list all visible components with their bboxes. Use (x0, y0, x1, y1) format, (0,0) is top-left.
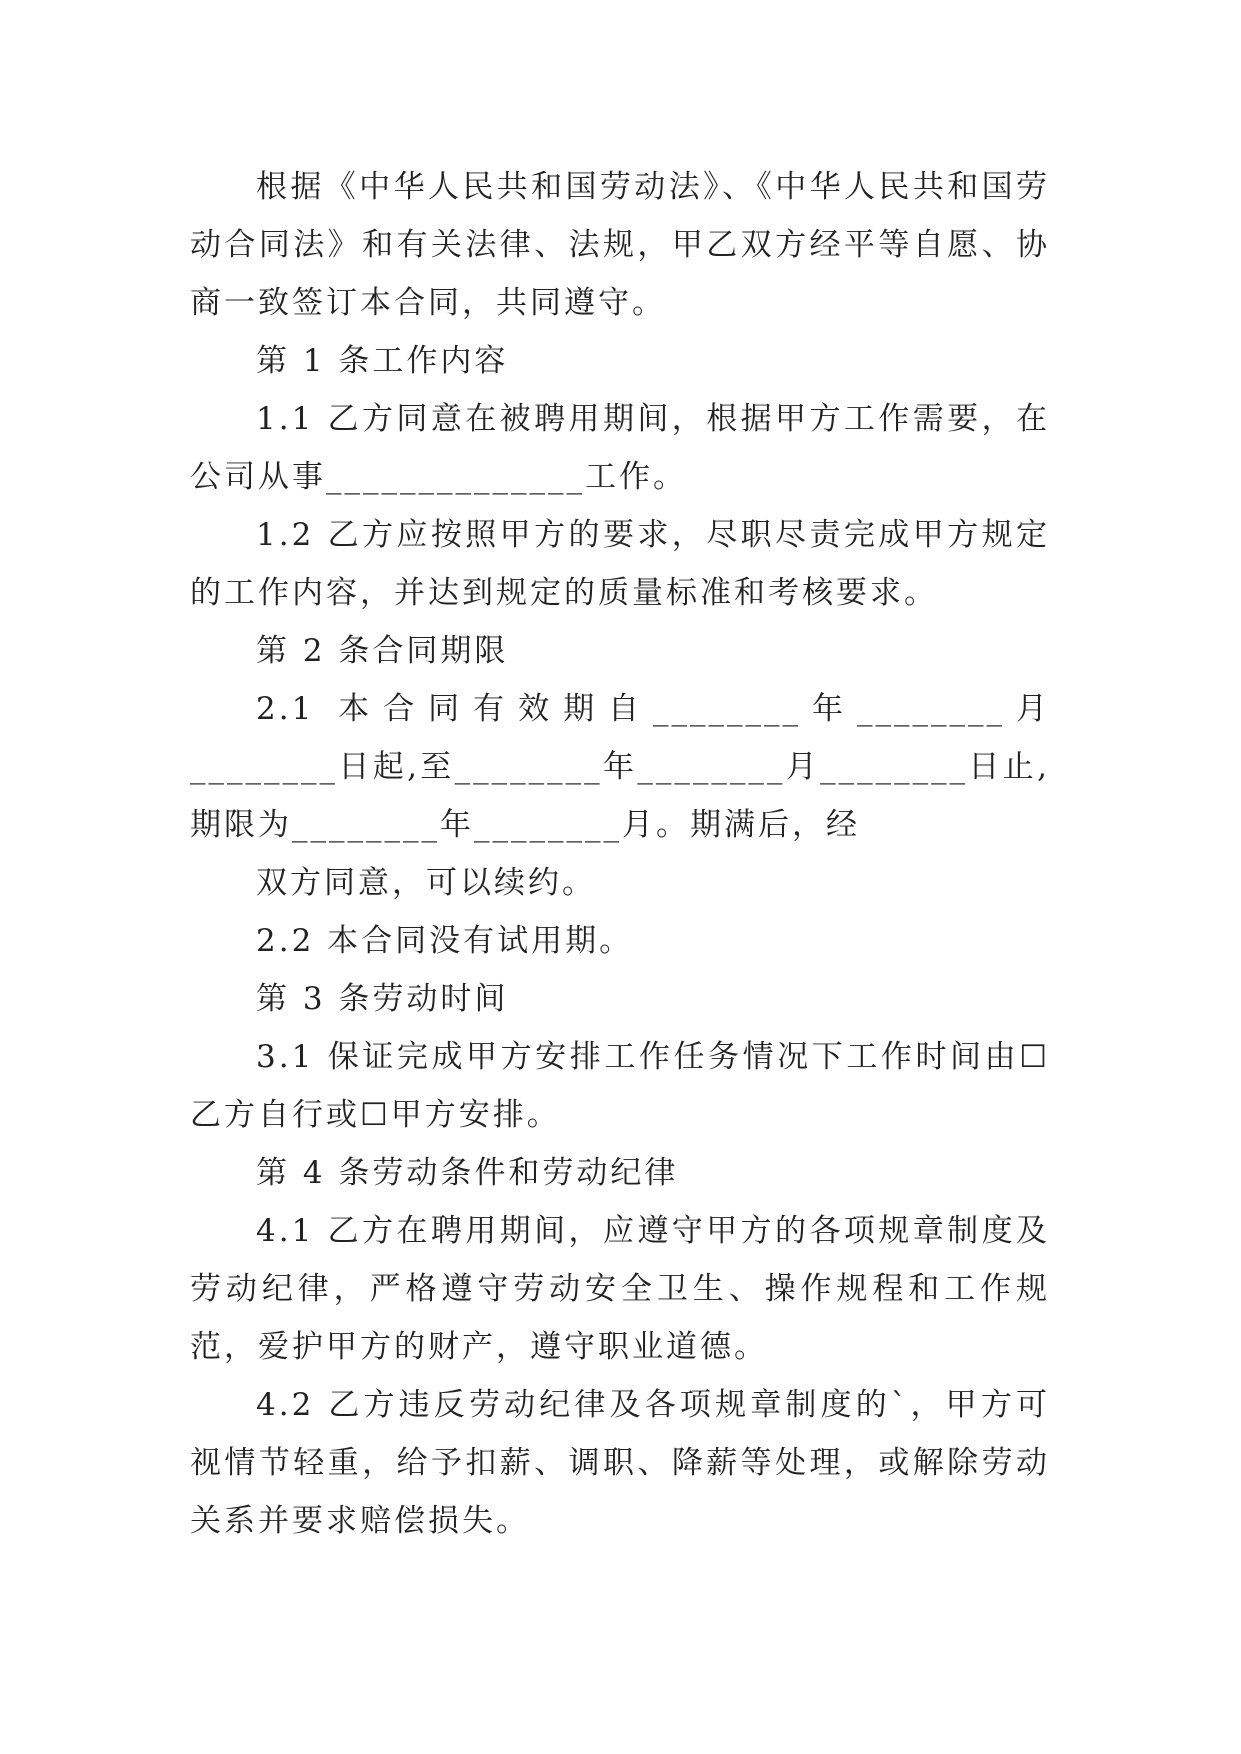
clause-4-1: 4.1 乙方在聘用期间，应遵守甲方的各项规章制度及劳动纪律，严格遵守劳动安全卫生、操作规程和工作规范，爱护甲方的财产，遵守职业道德。 (190, 1213, 1050, 1365)
document-body (190, 158, 1050, 1550)
clause-1-1: 1.1 乙方同意在被聘用期间，根据甲方工作需要，在公司从事______________工作。 (190, 401, 1050, 495)
clause-3-1: 3.1 保证完成甲方安排工作任务情况下工作时间由☐乙方自行或☐甲方安排。 (190, 1039, 1050, 1133)
clause-1-2: 1.2 乙方应按照甲方的要求，尽职尽责完成甲方规定的工作内容，并达到规定的质量标准和考核要求。 (190, 517, 1050, 611)
clause-2-2: 2.2 本合同没有试用期。 (256, 923, 634, 959)
article-4-heading: 第 4 条劳动条件和劳动纪律 (256, 1155, 679, 1191)
paragraph-preamble: 根据《中华人民共和国劳动法》、《中华人民共和国劳动合同法》和有关法律、法规，甲乙双方经平等自愿、协商一致签订本合同，共同遵守。 (190, 169, 1050, 321)
clause-2-1-continued: 双方同意，可以续约。 (256, 865, 596, 901)
article-1-heading: 第 1 条工作内容 (256, 343, 509, 379)
clause-4-2: 4.2 乙方违反劳动纪律及各项规章制度的`，甲方可视情节轻重，给予扣薪、调职、降薪等处理，或解除劳动关系并要求赔偿损失。 (190, 1387, 1050, 1539)
clause-2-1: 2.1 本合同有效期自________年________月________日起,至________年________月________日止,期限为________年________月。期满后，经 (190, 691, 1050, 843)
article-2-heading: 第 2 条合同期限 (256, 633, 509, 669)
article-3-heading: 第 3 条劳动时间 (256, 981, 509, 1017)
